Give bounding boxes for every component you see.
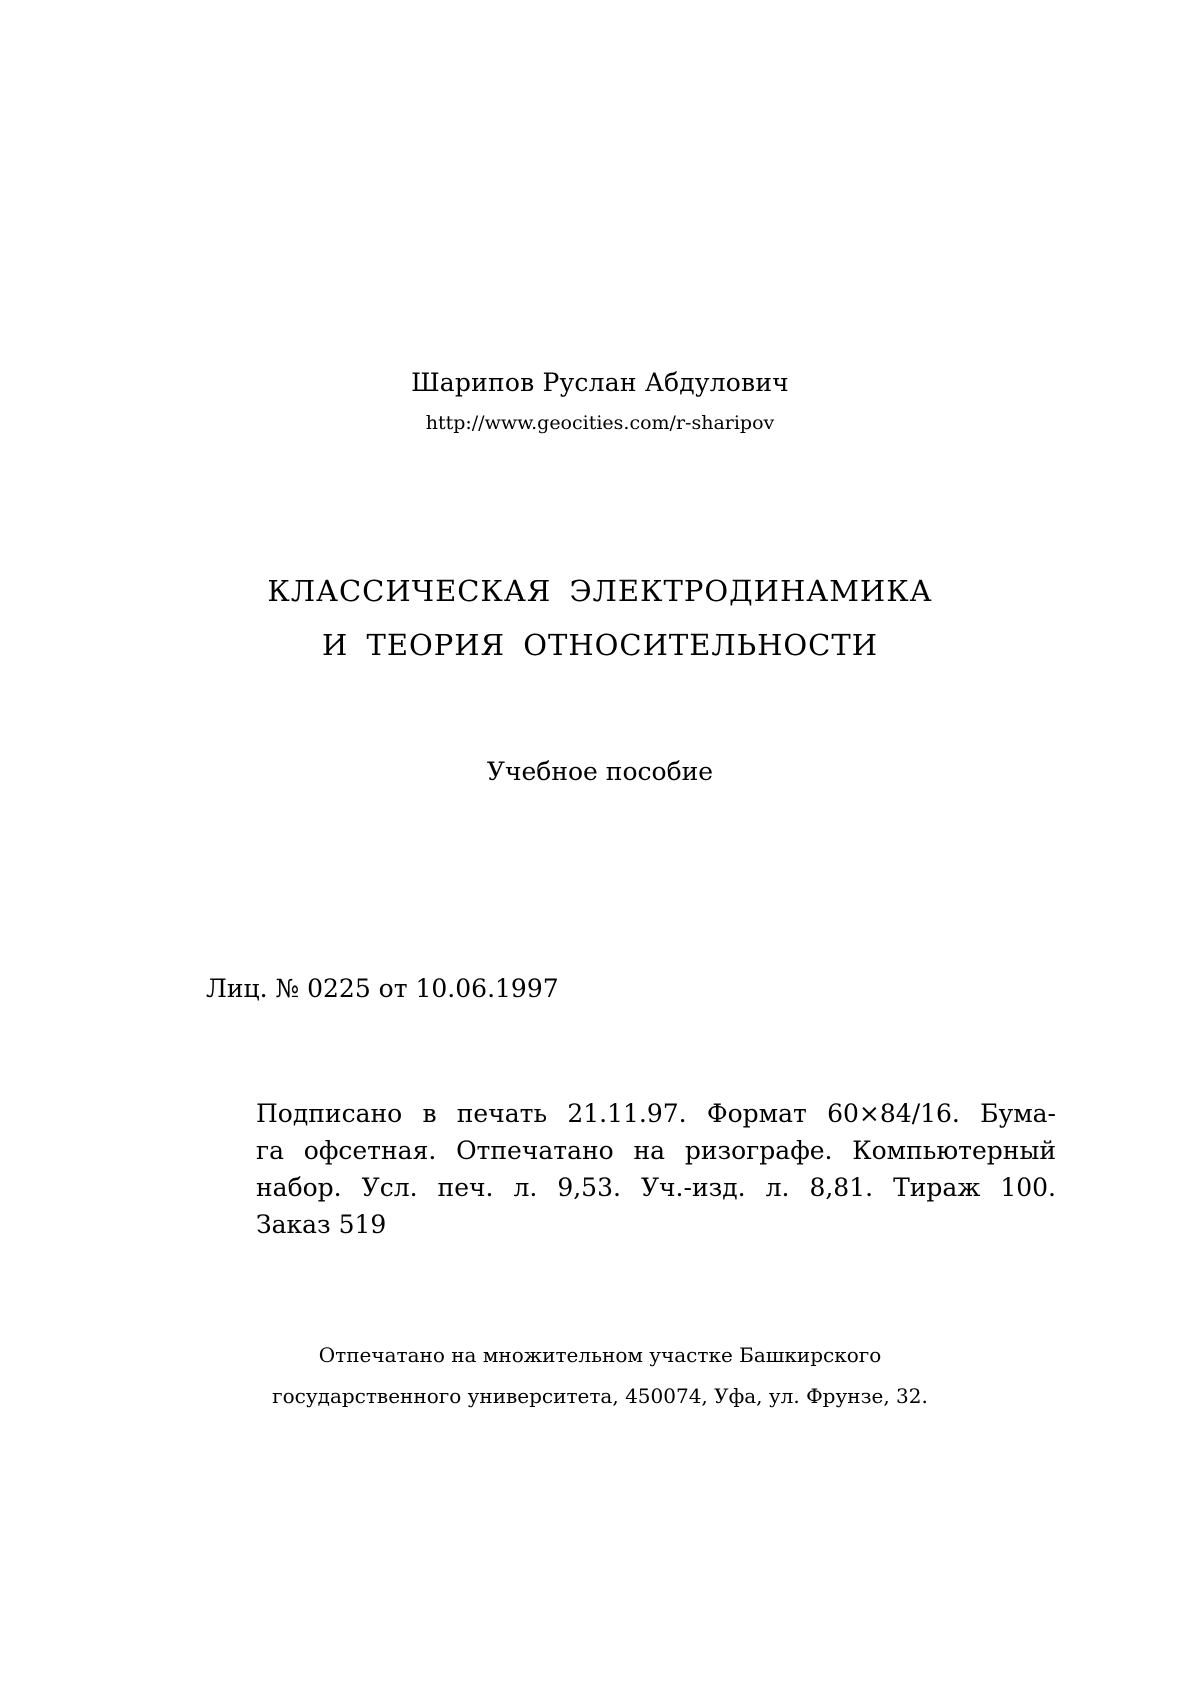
license-number: Лиц. № 0225 от 10.06.1997 [206, 974, 559, 1003]
printer-info-line-1: Отпечатано на множительном участке Башкирского [318, 1343, 882, 1367]
printing-info-line: набор. Усл. печ. л. 9,53. Уч.-изд. л. 8,81. Тираж 100. [256, 1173, 1056, 1202]
author-name: Шарипов Руслан Абдулович [411, 368, 789, 397]
book-subtitle: Учебное пособие [486, 757, 714, 786]
book-title-line-2: И ТЕОРИЯ ОТНОСИТЕЛЬНОСТИ [321, 628, 879, 662]
printer-info-line-2: государственного университета, 450074, Уфа, ул. Фрунзе, 32. [272, 1384, 928, 1408]
printing-info-line: Заказ 519 [256, 1210, 387, 1239]
printing-info-line: Подписано в печать 21.11.97. Формат 60×84/16. Бума- [256, 1099, 1056, 1128]
book-title-line-1: КЛАССИЧЕСКАЯ ЭЛЕКТРОДИНАМИКА [267, 574, 933, 608]
printing-info-line: га офсетная. Отпечатано на ризографе. Компьютерный [256, 1136, 1056, 1165]
printing-info [256, 1095, 1056, 1243]
author-url: http://www.geocities.com/r-sharipov [425, 412, 775, 434]
